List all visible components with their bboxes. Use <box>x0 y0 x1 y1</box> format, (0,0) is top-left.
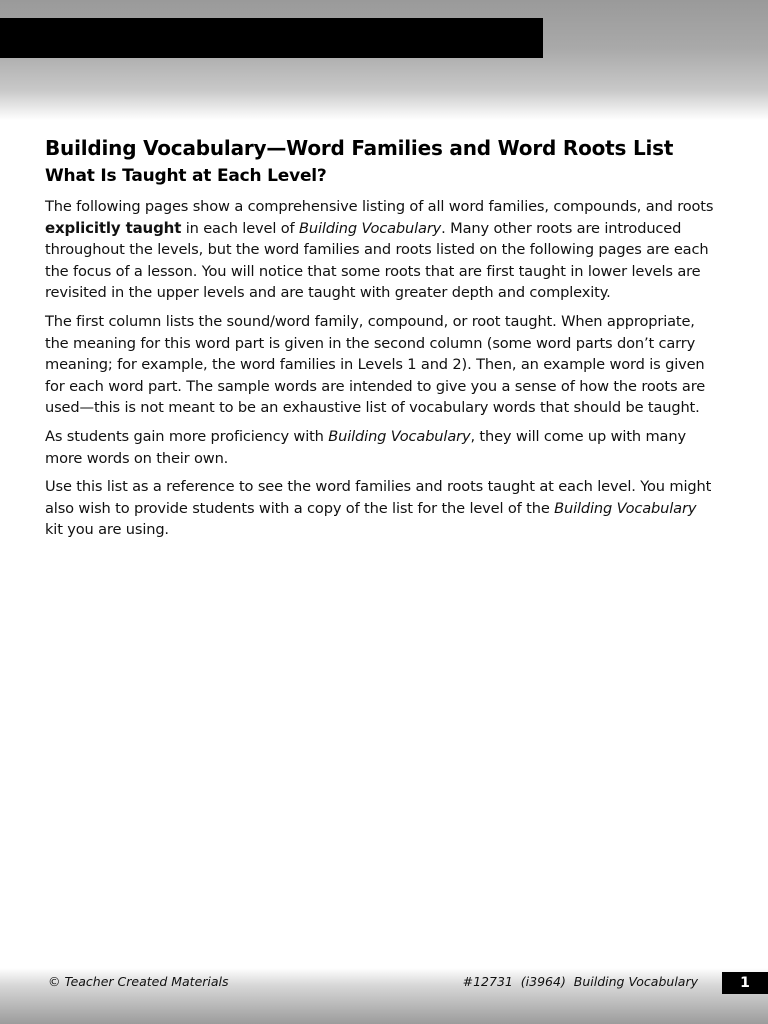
paragraph-intro-text-2: in each level of <box>181 219 299 237</box>
paragraph-intro-emphasis: explicitly taught <box>45 218 182 237</box>
header-black-bar <box>0 18 543 58</box>
paragraph-intro-text-3: . Many other roots are introduced throughout the levels, but the word families and roots listed on the following pages are each the focus of a lesson. You will notice that some roots that are first taught in lower levels are revisited in the upper levels and are taught with greater depth and complexity. <box>45 219 709 302</box>
paragraph-intro <box>45 196 715 304</box>
paragraph-columns: The first column lists the sound/word family, compound, or root taught. When appropriate, the meaning for this word part is given in the second column (some word parts don’t carry meaning; for example, the word families in Levels 1 and 2). Then, an example word is given for each word part. The sample words are intended to give you a sense of how the roots are used—this is not meant to be an exhaustive list of vocabulary words that should be taught. <box>45 312 706 417</box>
paragraph-intro-book-title: Building Vocabulary <box>299 219 442 237</box>
page-number: 1 <box>722 972 768 994</box>
paragraph-intro-text-1: The following pages show a comprehensive listing of all word families, compounds, and roots <box>45 198 714 215</box>
paragraph-proficiency-text-2: , they will come up with many more words on their own. <box>45 427 686 467</box>
section-heading: What Is Taught at Each Level? <box>45 166 327 186</box>
paragraph-reference <box>45 476 715 541</box>
paragraph-reference-text-2: kit you are using. <box>45 521 169 539</box>
paragraph-reference-text-1: Use this list as a reference to see the word families and roots taught at each level. You might also wish to provide students with a copy of the list for the level of the <box>45 478 712 517</box>
paragraph-proficiency-text-1: As students gain more proficiency with <box>45 427 329 445</box>
footer-product-info: #12731 (i3964) Building Vocabulary <box>462 974 698 989</box>
main-content <box>45 134 715 548</box>
page-title: Building Vocabulary—Word Families and Word Roots List <box>45 136 674 160</box>
footer-copyright: © Teacher Created Materials <box>48 974 229 989</box>
paragraph-reference-book-title: Building Vocabulary <box>554 499 697 517</box>
paragraph-proficiency <box>45 426 715 469</box>
paragraph-proficiency-book-title: Building Vocabulary <box>328 427 471 445</box>
